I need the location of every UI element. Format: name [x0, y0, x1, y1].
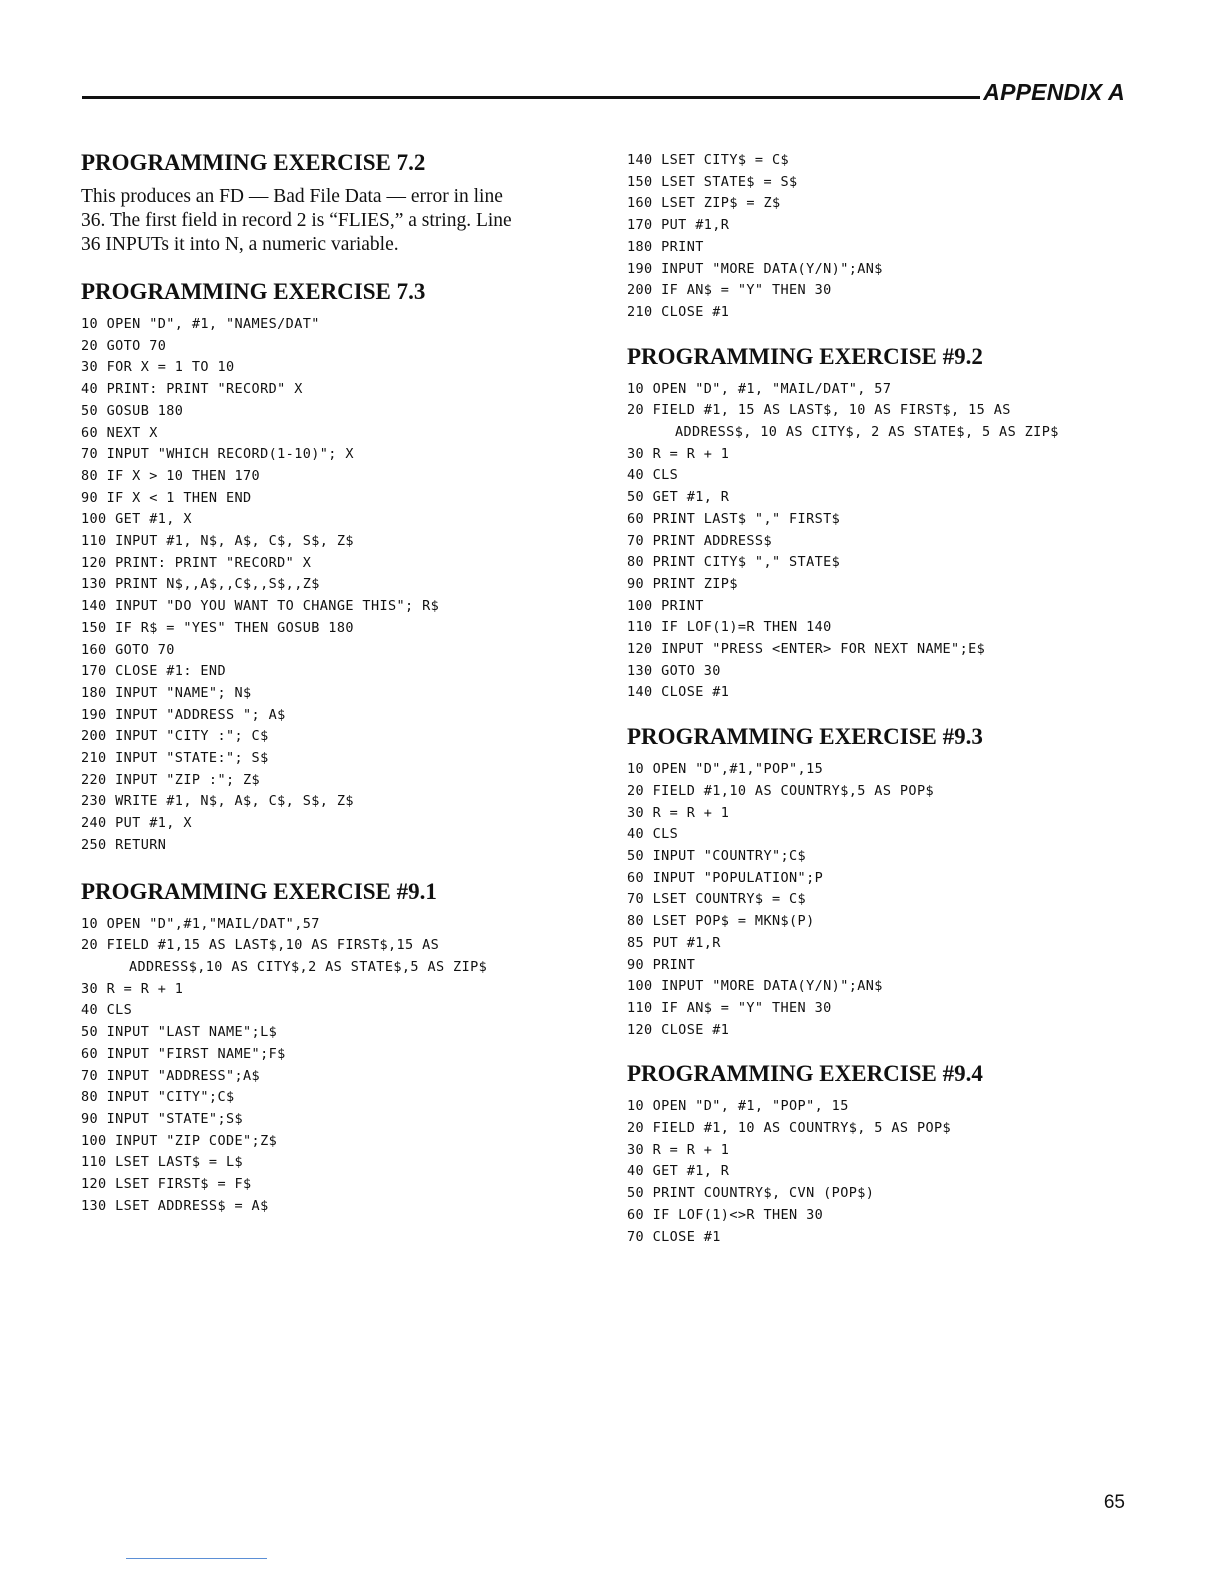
code-line: 200 INPUT "CITY :"; C$ — [81, 728, 269, 745]
code-line: 50 GOSUB 180 — [81, 402, 184, 419]
code-line: 60 PRINT LAST$ "," FIRST$ — [627, 510, 841, 527]
code-line: 20 FIELD #1, 15 AS LAST$, 10 AS FIRST$, 15 AS — [627, 402, 1011, 419]
code-line: 190 INPUT "ADDRESS "; A$ — [81, 706, 286, 723]
code-line: 230 WRITE #1, N$, A$, C$, S$, Z$ — [81, 793, 354, 810]
code-line: 70 INPUT "WHICH RECORD(1-10)"; X — [81, 446, 354, 463]
code-line: 100 INPUT "MORE DATA(Y/N)";AN$ — [627, 978, 883, 995]
code-line: 40 CLS — [627, 467, 679, 484]
code-line: 30 R = R + 1 — [81, 980, 184, 997]
code-line: ADDRESS$,10 AS CITY$,2 AS STATE$,5 AS ZIP$ — [129, 958, 488, 975]
code-line: 170 PUT #1,R — [627, 217, 730, 234]
exercise-7-3 — [81, 279, 601, 857]
code-line: 130 LSET ADDRESS$ = A$ — [81, 1197, 269, 1214]
section-title: PROGRAMMING EXERCISE #9.2 — [627, 343, 983, 369]
section-title: PROGRAMMING EXERCISE #9.3 — [627, 724, 983, 750]
code-line: 30 R = R + 1 — [627, 804, 730, 821]
exercise-9-1 — [81, 879, 601, 1218]
code-line: 80 IF X > 10 THEN 170 — [81, 467, 261, 484]
code-line: 90 PRINT ZIP$ — [627, 575, 738, 592]
code-line: 110 LSET LAST$ = L$ — [81, 1154, 244, 1171]
exercise-9-2 — [627, 344, 1147, 705]
code-line: 180 INPUT "NAME"; N$ — [81, 684, 252, 701]
code-line: 90 PRINT — [627, 956, 696, 973]
exercise-7-2 — [81, 150, 601, 257]
exercise-7-2-text — [81, 185, 601, 257]
code-line: 110 IF LOF(1)=R THEN 140 — [627, 619, 832, 636]
code-line: 110 IF AN$ = "Y" THEN 30 — [627, 999, 832, 1016]
para-line: 36 INPUTs it into N, a numeric variable. — [81, 234, 399, 255]
code-line: 170 CLOSE #1: END — [81, 663, 226, 680]
code-line: 20 GOTO 70 — [81, 337, 167, 354]
code-line: 140 LSET CITY$ = C$ — [627, 152, 790, 168]
code-line: 10 OPEN "D", #1, "POP", 15 — [627, 1098, 849, 1115]
code-line: 60 INPUT "FIRST NAME";F$ — [81, 1045, 286, 1062]
code-line: 60 IF LOF(1)<>R THEN 30 — [627, 1206, 824, 1223]
code-line: 70 LSET COUNTRY$ = C$ — [627, 891, 807, 908]
code-line: 50 INPUT "COUNTRY";C$ — [627, 847, 807, 864]
code-line: 20 FIELD #1, 10 AS COUNTRY$, 5 AS POP$ — [627, 1120, 952, 1137]
code-line: 80 LSET POP$ = MKN$(P) — [627, 913, 815, 930]
code-line: 160 GOTO 70 — [81, 641, 175, 658]
code-line: 150 LSET STATE$ = S$ — [627, 173, 798, 190]
header-rule — [82, 96, 980, 99]
code-line: 30 R = R + 1 — [627, 1141, 730, 1158]
footer-line — [126, 1558, 267, 1559]
code-line: 40 GET #1, R — [627, 1163, 730, 1180]
code-line: 30 FOR X = 1 TO 10 — [81, 359, 235, 376]
code-line: 160 LSET ZIP$ = Z$ — [627, 195, 781, 212]
code-line: 130 PRINT N$,,A$,,C$,,S$,,Z$ — [81, 576, 320, 593]
code-line: 220 INPUT "ZIP :"; Z$ — [81, 771, 261, 788]
exercise-9-3 — [627, 724, 1147, 1041]
code-listing — [81, 314, 601, 857]
code-listing — [627, 150, 1147, 324]
right-column — [627, 150, 1147, 1248]
code-line: 90 INPUT "STATE";S$ — [81, 1110, 244, 1127]
code-line: 40 CLS — [627, 826, 679, 843]
code-line: 70 INPUT "ADDRESS";A$ — [81, 1067, 261, 1084]
code-line: 70 PRINT ADDRESS$ — [627, 532, 772, 549]
code-line: 60 INPUT "POPULATION";P — [627, 869, 824, 886]
code-line: 70 CLOSE #1 — [627, 1228, 721, 1245]
code-line: 60 NEXT X — [81, 424, 158, 441]
code-line: 150 IF R$ = "YES" THEN GOSUB 180 — [81, 619, 354, 636]
code-line: 40 PRINT: PRINT "RECORD" X — [81, 381, 303, 398]
code-line: 140 CLOSE #1 — [627, 684, 730, 701]
code-line: 120 LSET FIRST$ = F$ — [81, 1176, 252, 1193]
code-listing — [627, 1096, 1147, 1248]
code-listing — [81, 914, 601, 1218]
code-line: 120 CLOSE #1 — [627, 1021, 730, 1038]
code-line: 10 OPEN "D", #1, "MAIL/DAT", 57 — [627, 380, 892, 397]
code-line: 50 PRINT COUNTRY$, CVN (POP$) — [627, 1185, 875, 1202]
code-line: 210 INPUT "STATE:"; S$ — [81, 750, 269, 767]
code-line: 80 INPUT "CITY";C$ — [81, 1089, 235, 1106]
code-line: 110 INPUT #1, N$, A$, C$, S$, Z$ — [81, 533, 354, 550]
code-line: 30 R = R + 1 — [627, 445, 730, 462]
left-column — [81, 150, 601, 1217]
code-line: 10 OPEN "D", #1, "NAMES/DAT" — [81, 316, 320, 332]
code-line: 90 IF X < 1 THEN END — [81, 489, 252, 506]
code-line: 130 GOTO 30 — [627, 662, 721, 679]
section-title: PROGRAMMING EXERCISE 7.3 — [81, 279, 426, 304]
code-line: 85 PUT #1,R — [627, 934, 721, 951]
code-listing — [627, 379, 1147, 705]
code-line: 50 INPUT "LAST NAME";L$ — [81, 1024, 278, 1041]
code-line: 100 GET #1, X — [81, 511, 192, 528]
code-line: 120 PRINT: PRINT "RECORD" X — [81, 554, 312, 571]
para-line: This produces an FD — Bad File Data — error in line — [81, 186, 503, 207]
code-line: 80 PRINT CITY$ "," STATE$ — [627, 554, 841, 571]
code-line: 190 INPUT "MORE DATA(Y/N)";AN$ — [627, 260, 883, 277]
code-line: 20 FIELD #1,10 AS COUNTRY$,5 AS POP$ — [627, 782, 934, 799]
code-line: 210 CLOSE #1 — [627, 303, 730, 320]
code-line: 20 FIELD #1,15 AS LAST$,10 AS FIRST$,15 AS — [81, 937, 440, 954]
code-line: ADDRESS$, 10 AS CITY$, 2 AS STATE$, 5 AS ZIP$ — [675, 424, 1059, 441]
code-line: 50 GET #1, R — [627, 489, 730, 506]
section-title: PROGRAMMING EXERCISE #9.4 — [627, 1061, 983, 1087]
code-line: 240 PUT #1, X — [81, 815, 192, 832]
code-line: 180 PRINT — [627, 238, 704, 255]
section-title: PROGRAMMING EXERCISE #9.1 — [81, 878, 437, 904]
code-line: 120 INPUT "PRESS <ENTER> FOR NEXT NAME";E$ — [627, 641, 986, 658]
exercise-9-1-continued — [627, 150, 1147, 324]
code-line: 200 IF AN$ = "Y" THEN 30 — [627, 282, 832, 299]
appendix-header: APPENDIX A — [983, 79, 1125, 105]
section-title: PROGRAMMING EXERCISE 7.2 — [81, 150, 426, 175]
code-line: 100 INPUT "ZIP CODE";Z$ — [81, 1132, 278, 1149]
code-line: 10 OPEN "D",#1,"MAIL/DAT",57 — [81, 915, 320, 932]
exercise-9-4 — [627, 1061, 1147, 1248]
code-line: 40 CLS — [81, 1002, 133, 1019]
para-line: 36. The first field in record 2 is “FLIES,” a string. Line — [81, 210, 512, 231]
code-line: 100 PRINT — [627, 597, 704, 614]
code-line: 140 INPUT "DO YOU WANT TO CHANGE THIS"; R$ — [81, 598, 440, 615]
page-number: 65 — [1103, 1492, 1125, 1513]
code-listing — [627, 759, 1147, 1041]
code-line: 250 RETURN — [81, 836, 167, 853]
code-line: 10 OPEN "D",#1,"POP",15 — [627, 761, 824, 778]
